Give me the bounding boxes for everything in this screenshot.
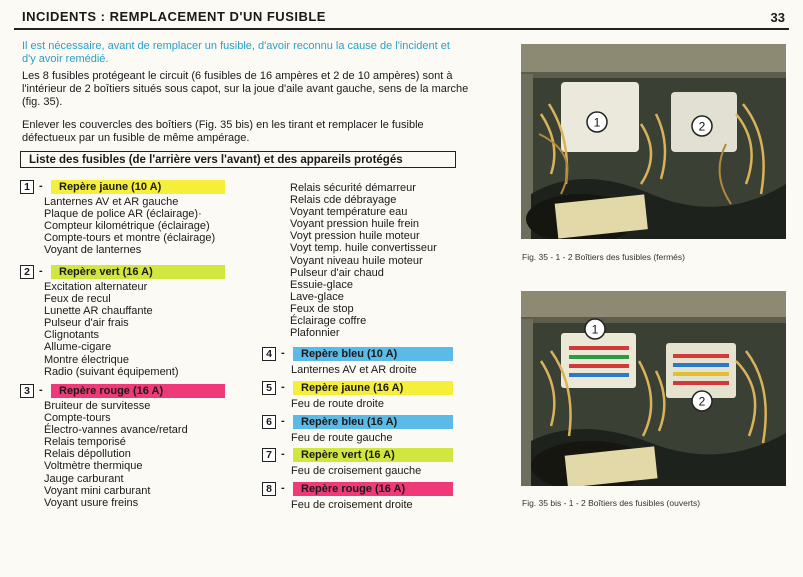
protected-item: Voyant de lanternes: [44, 244, 142, 257]
protected-item: Voyant mini carburant: [44, 484, 151, 497]
protected-item: Feu de croisement gauche: [291, 465, 422, 477]
box-1-marker: 1: [591, 322, 599, 337]
fuse-number: 6: [262, 415, 276, 429]
protected-item: Jauge carburant: [44, 472, 124, 485]
fuse-number: 4: [262, 347, 276, 361]
fuse-boxes-closed-photo: [521, 44, 786, 239]
protected-item: Lanternes AV et AR droite: [291, 364, 417, 376]
protected-item: Montre électrique: [44, 353, 129, 366]
fuse-2-items: [44, 281, 179, 378]
engine-bay-open-illustration: [521, 291, 786, 486]
protected-item: Compteur kilométrique (éclairage): [44, 220, 210, 233]
protected-item: Pulseur d'air frais: [44, 317, 129, 330]
fuse-3-items-continued: [290, 182, 437, 339]
fuse-number: 8: [262, 482, 276, 496]
protected-item: Compte-tours: [44, 412, 111, 425]
protected-item: Excitation alternateur: [44, 281, 148, 293]
header-divider: [14, 28, 789, 30]
warning-line: Il est nécessaire, avant de remplacer un fusible, d'avoir reconnu la cause de l'incident et: [22, 40, 450, 52]
protected-item: Allume-cigare: [44, 341, 112, 354]
warning-line: d'y avoir remédié.: [22, 53, 109, 65]
page-title: INCIDENTS : REMPLACEMENT D'UN FUSIBLE: [22, 9, 326, 24]
protected-item: Relais dépollution: [44, 448, 131, 461]
separator-dash: -: [281, 448, 285, 460]
protected-item: Pulseur d'air chaud: [290, 266, 384, 279]
protected-item: Feu de croisement droite: [291, 499, 413, 511]
fuse-number: 7: [262, 448, 276, 462]
fuse-label-badge: Repère vert (16 A): [293, 448, 453, 462]
protected-item: Relais cde débrayage: [290, 194, 397, 207]
protected-item: Relais sécurité démarreur: [290, 182, 416, 194]
paragraph-line: l'intérieur de 2 boîtiers situés sous capot, sur la joue d'aile avant gauche, sens de la marche: [22, 83, 469, 95]
separator-dash: -: [281, 415, 285, 427]
separator-dash: -: [39, 384, 43, 396]
protected-item: Lanternes AV et AR gauche: [44, 196, 179, 208]
box-2-marker: 2: [698, 394, 706, 409]
figure-35-caption: Fig. 35 - 1 - 2 Boîtiers des fusibles (fermés): [522, 252, 685, 262]
fuse-4-items: [291, 364, 417, 376]
fuse-label-badge: Repère vert (16 A): [51, 265, 225, 279]
protected-item: Compte-tours et montre (éclairage): [44, 232, 216, 245]
figure-35-bis-caption: Fig. 35 bis - 1 - 2 Boîtiers des fusibles (ouverts): [522, 498, 701, 508]
paragraph-line: (fig. 35).: [22, 96, 63, 108]
protected-item: Voyant pression huile frein: [290, 218, 420, 231]
page-header: [0, 0, 803, 32]
instruction-paragraph: [22, 119, 502, 145]
engine-bay-illustration: [521, 44, 786, 239]
fuse-label-badge: Repère rouge (16 A): [51, 384, 225, 398]
fuse-description-paragraph: [22, 70, 502, 109]
fuse-3-items: [44, 400, 188, 509]
fuse-label-badge: Repère bleu (16 A): [293, 415, 453, 429]
protected-item: Feux de stop: [290, 302, 354, 315]
fuse-boxes-open-photo: [521, 291, 786, 486]
protected-item: Voyant température eau: [290, 206, 408, 219]
protected-item: Radio (suivant équipement): [44, 365, 179, 378]
protected-item: Voyant usure freins: [44, 496, 139, 509]
protected-item: Feu de route gauche: [291, 432, 393, 444]
warning-note: [22, 40, 502, 66]
protected-item: Voyt temp. huile convertisseur: [290, 242, 437, 255]
fuse-number: 1: [20, 180, 34, 194]
protected-item: Plafonnier: [290, 327, 340, 340]
fuse-7-items: [291, 465, 421, 477]
fuse-label-badge: Repère jaune (10 A): [51, 180, 225, 194]
separator-dash: -: [39, 180, 43, 192]
paragraph-line: Les 8 fusibles protégeant le circuit (6 fusibles de 16 ampères et 2 de 10 ampères) sont à: [22, 70, 453, 82]
protected-item: Lunette AR chauffante: [44, 305, 153, 318]
protected-item: Éclairage coffre: [290, 315, 367, 328]
fuse-8-items: [291, 499, 413, 511]
box-1-marker: 1: [593, 115, 601, 130]
fuse-number: 5: [262, 381, 276, 395]
paragraph-line: Enlever les couvercles des boîtiers (Fig. 35 bis) en les tirant et remplacer le fusible: [22, 119, 424, 131]
page-number: 33: [770, 10, 785, 25]
paragraph-line: défectueux par un fusible de même ampérage.: [22, 132, 250, 144]
fuse-label-badge: Repère rouge (16 A): [293, 482, 453, 496]
protected-item: Bruiteur de survitesse: [44, 400, 151, 412]
protected-item: Essuie-glace: [290, 278, 353, 291]
fuse-number: 2: [20, 265, 34, 279]
protected-item: Électro-vannes avance/retard: [44, 424, 188, 437]
fuse-label-badge: Repère bleu (10 A): [293, 347, 453, 361]
fuse-number: 3: [20, 384, 34, 398]
fuse-label-badge: Repère jaune (16 A): [293, 381, 453, 395]
protected-item: Voyt pression huile moteur: [290, 230, 420, 243]
fuse-1-items: [44, 196, 215, 256]
fuse-6-items: [291, 432, 393, 444]
separator-dash: -: [281, 381, 285, 393]
protected-item: Voltmètre thermique: [44, 460, 143, 473]
protected-item: Feu de route droite: [291, 398, 384, 410]
box-2-marker: 2: [698, 119, 706, 134]
separator-dash: -: [281, 482, 285, 494]
protected-item: Clignotants: [44, 329, 100, 342]
fuse-5-items: [291, 398, 384, 410]
protected-item: Lave-glace: [290, 290, 344, 303]
protected-item: Plaque de police AR (éclairage)·: [44, 208, 202, 221]
protected-item: Feux de recul: [44, 293, 111, 306]
separator-dash: -: [281, 347, 285, 359]
fuse-list-header: Liste des fusibles (de l'arrière vers l'avant) et des appareils protégés: [20, 151, 456, 168]
protected-item: Voyant niveau huile moteur: [290, 254, 423, 267]
protected-item: Relais temporisé: [44, 436, 126, 449]
separator-dash: -: [39, 265, 43, 277]
